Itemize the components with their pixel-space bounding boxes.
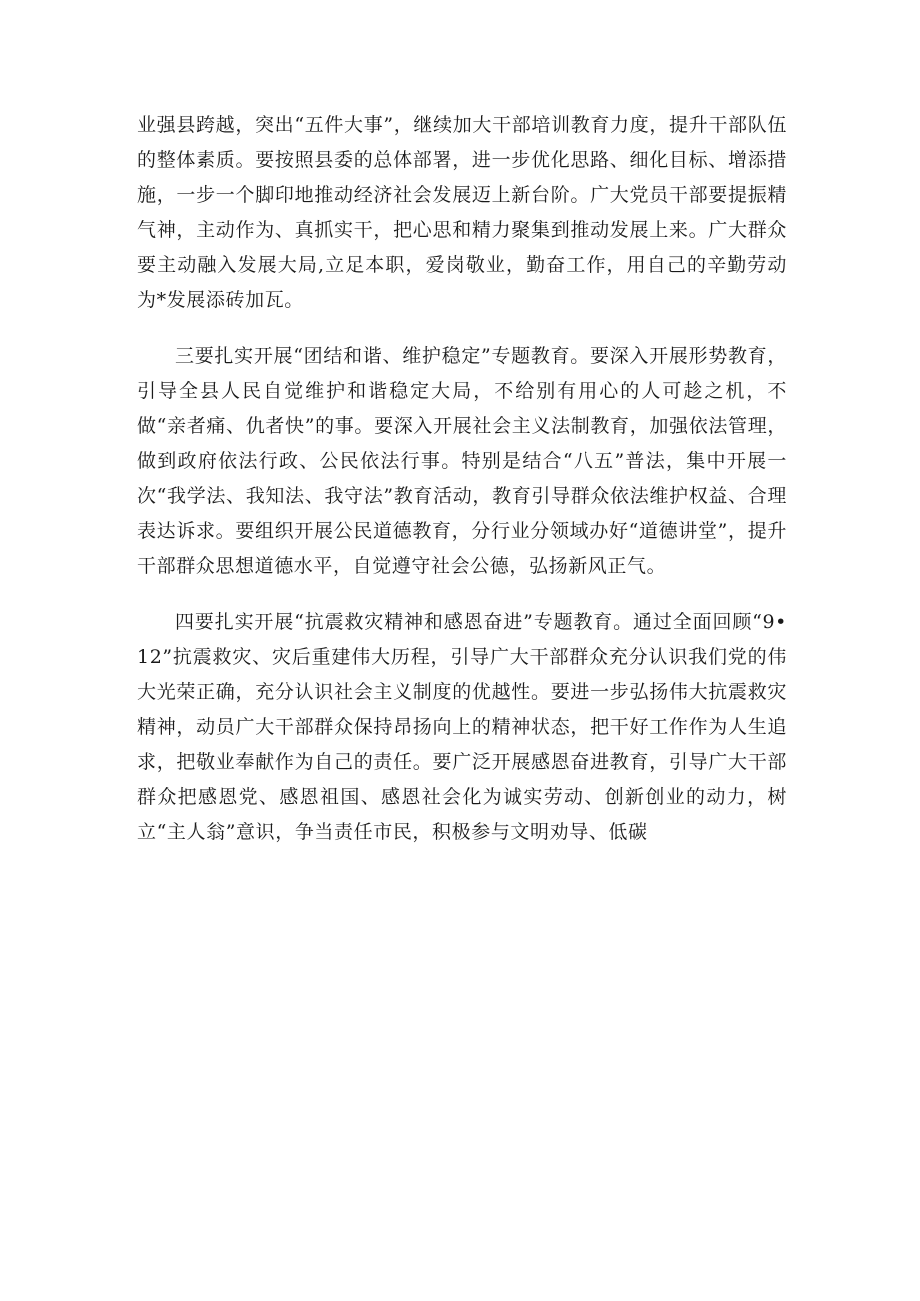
document-body bbox=[137, 108, 787, 850]
paragraph-unity-stability: 三要扎实开展“团结和谐、维护稳定”专题教育。要深入开展形势教育，引导全县人民自觉维护和谐稳定大局，不给别有用心的人可趁之机，不做“亲者痛、仇者快”的事。要深入开展社会主义法制教育，加强依法管理，做到政府依法行政、公民依法行事。特别是结合“八五”普法，集中开展一次“我学法、我知法、我守法”教育活动，教育引导群众依法维护权益、合理表达诉求。要组织开展公民道德教育，分行业分领域办好“道德讲堂”，提升干部群众思想道德水平，自觉遵守社会公德，弘扬新风正气。 bbox=[137, 345, 787, 577]
paragraph-continuation: 业强县跨越，突出“五件大事”，继续加大干部培训教育力度，提升干部队伍的整体素质。要按照县委的总体部署，进一步优化思路、细化目标、增添措施，一步一个脚印地推动经济社会发展迈上新台阶。广大党员干部要提振精气神，主动作为、真抓实干，把心思和精力聚集到推动发展上来。广大群众要主动融入发展大局,立足本职，爱岗敬业，勤奋工作，用自己的辛勤劳动为*发展添砖加瓦。 bbox=[137, 114, 787, 311]
paragraph-earthquake-gratitude: 四要扎实开展“抗震救灾精神和感恩奋进”专题教育。通过全面回顾“9•12”抗震救灾、灾后重建伟大历程，引导广大干部群众充分认识我们党的伟大光荣正确，充分认识社会主义制度的优越性。要进一步弘扬伟大抗震救灾精神，动员广大干部群众保持昂扬向上的精神状态，把干好工作作为人生追求，把敬业奉献作为自己的责任。要广泛开展感恩奋进教育，引导广大干部群众把感恩党、感恩祖国、感恩社会化为诚实劳动、创新创业的动力，树立“主人翁”意识，争当责任市民，积极参与文明劝导、低碳 bbox=[137, 611, 787, 843]
